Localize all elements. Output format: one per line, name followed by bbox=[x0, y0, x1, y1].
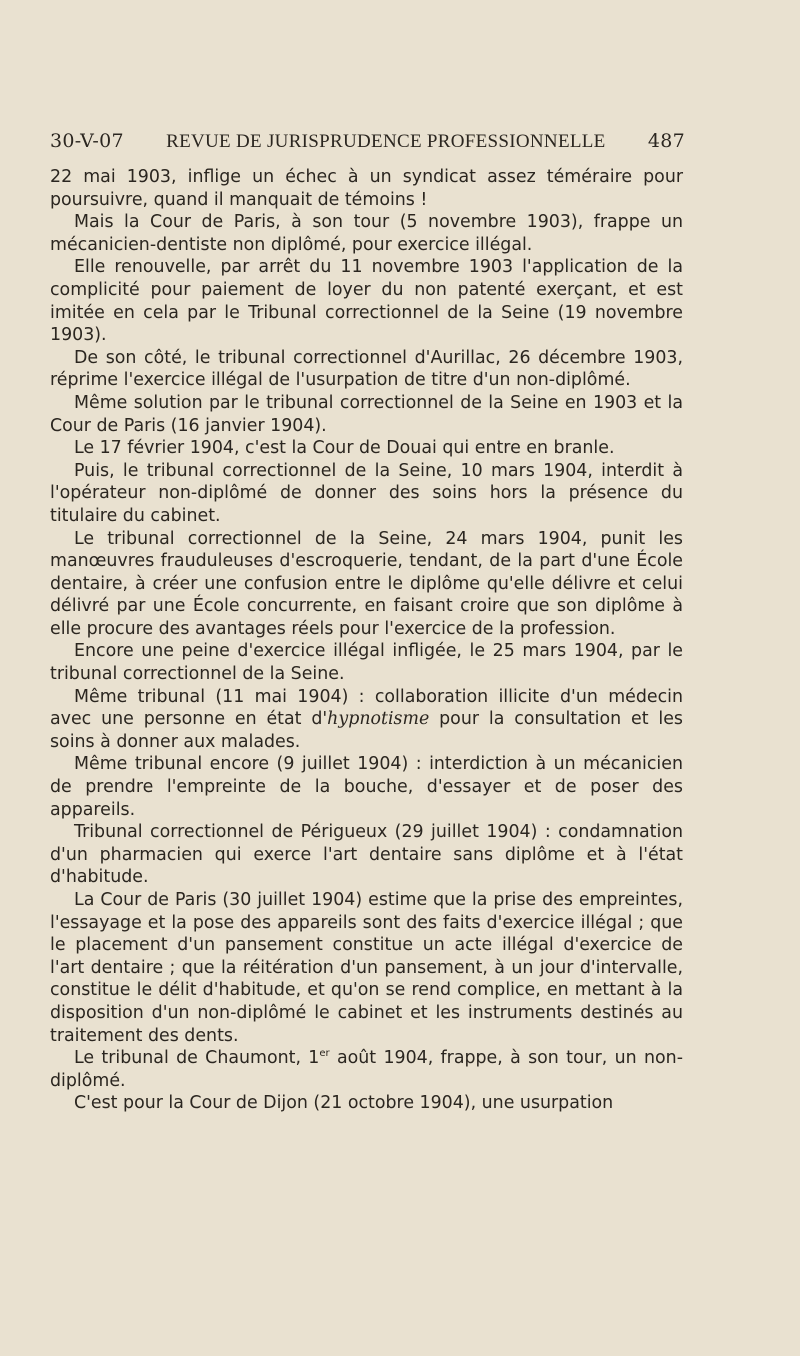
paragraph: Elle renouvelle, par arrêt du 11 novembre 1903 l'application de la complicité pour paiement de loyer du non patenté exerçant, et est imitée en cela par le Tribunal correctionnel de la Seine (19 novembre 1903). bbox=[50, 257, 683, 346]
header-date: 30-V-07 bbox=[50, 130, 124, 152]
paragraph: Encore une peine d'exercice illégal infligée, le 25 mars 1904, par le tribunal correctionnel de la Seine. bbox=[50, 641, 683, 685]
paragraph: Le 17 février 1904, c'est la Cour de Douai qui entre en branle. bbox=[74, 438, 615, 459]
paragraph: Même solution par le tribunal correctionnel de la Seine en 1903 et la Cour de Paris (16 janvier 1904). bbox=[50, 392, 683, 436]
superscript: er bbox=[319, 1048, 330, 1060]
paragraph: Tribunal correctionnel de Périgueux (29 juillet 1904) : condamnation d'un pharmacien qui exerce l'art dentaire sans diplôme et à l'état d'habitude. bbox=[50, 822, 683, 888]
paragraph: Mais la Cour de Paris, à son tour (5 novembre 1903), frappe un mécanicien-dentiste non diplômé, pour exercice illégal. bbox=[50, 212, 683, 255]
paragraph: 22 mai 1903, inflige un échec à un syndicat assez téméraire pour poursuivre, quand il manquait de témoins ! bbox=[50, 167, 683, 210]
paragraph bbox=[50, 686, 683, 754]
paragraph: De son côté, le tribunal correctionnel d'Aurillac, 26 décembre 1903, réprime l'exercice illégal de l'usurpation de titre d'un non-diplômé. bbox=[50, 347, 683, 391]
paragraph-text: pour la consultation et les soins à donner aux malades. bbox=[50, 709, 683, 752]
page-number: 487 bbox=[647, 130, 685, 152]
running-header bbox=[50, 130, 685, 153]
italic-term: hypnotisme bbox=[327, 709, 430, 730]
paragraph-text: Même tribunal (11 mai 1904) : collaboration illicite d'un médecin avec une personne en état d' bbox=[50, 686, 683, 730]
paragraph: C'est pour la Cour de Dijon (21 octobre 1904), une usurpation bbox=[74, 1093, 614, 1114]
paragraph bbox=[50, 1047, 683, 1092]
paragraph-text: août 1904, frappe, à son tour, un non-diplômé. bbox=[50, 1048, 683, 1091]
paragraph: La Cour de Paris (30 juillet 1904) estime que la prise des empreintes, l'essayage et la pose des appareils sont des faits d'exercice illégal ; que le placement d'un pansement constitue un acte illégal d'exercice de l'art dentaire ; que la réitération d'un pansement, à un jour d'intervalle, constitue le délit d'habitude, et qu'on se rend complice, en mettant à la disposition d'un non-diplômé le cabinet et les instruments destinés au traitement des dents. bbox=[50, 890, 683, 1046]
paragraph: Puis, le tribunal correctionnel de la Seine, 10 mars 1904, interdit à l'opérateur non-diplômé de donner des soins hors la présence du titulaire du cabinet. bbox=[50, 460, 683, 526]
journal-title: REVUE DE JURISPRUDENCE PROFESSIONNELLE bbox=[166, 131, 606, 152]
paragraph: Même tribunal encore (9 juillet 1904) : interdiction à un mécanicien de prendre l'empreinte de la bouche, d'essayer et de poser des appareils. bbox=[50, 754, 683, 820]
body-text bbox=[50, 166, 683, 1115]
paragraph: Le tribunal correctionnel de la Seine, 24 mars 1904, punit les manœuvres frauduleuses d'escroquerie, tendant, de la part d'une École dentaire, à créer une confusion entre le diplôme qu'elle délivre et celui délivré par une École concurrente, en faisant croire que son diplôme à elle procure des avantages réels pour l'exercice de la profession. bbox=[50, 528, 683, 639]
paragraph-text: Le tribunal de Chaumont, 1 bbox=[74, 1048, 320, 1069]
